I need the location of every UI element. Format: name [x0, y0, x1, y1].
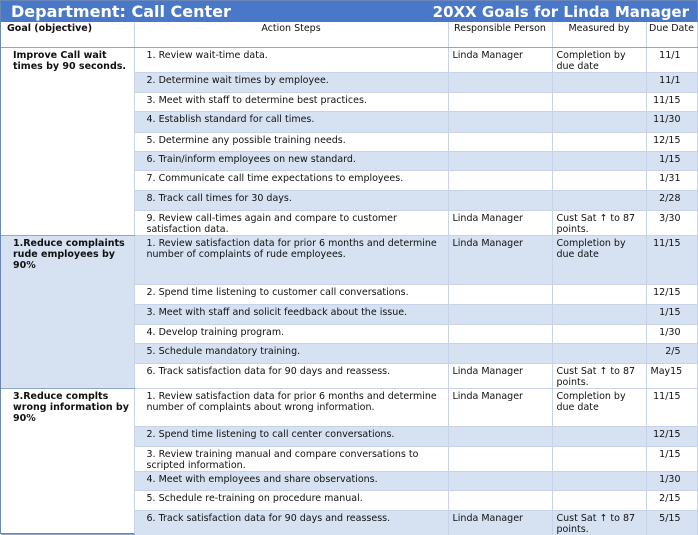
due-date-cell: 2/28: [646, 190, 697, 210]
action-cell: 6. Train/inform employees on new standard.: [134, 151, 448, 170]
action-cell: 4. Establish standard for call times.: [134, 111, 448, 132]
goal-cell: 1.Reduce complaints rude employees by 90%: [1, 235, 134, 388]
action-cell: 1. Review satisfaction data for prior 6 months and determine number of complaints about wrong information.: [134, 388, 448, 426]
measured-cell: [552, 151, 646, 170]
measured-cell: [552, 324, 646, 343]
measured-cell: [552, 72, 646, 92]
action-cell: 5. Schedule re-training on procedure manual.: [134, 490, 448, 510]
action-cell: 9. Review call-times again and compare to customer satisfaction data.: [134, 210, 448, 235]
measured-cell: [552, 490, 646, 510]
action-cell: 7. Communicate call time expectations to employees.: [134, 170, 448, 190]
measured-cell: [552, 343, 646, 363]
due-date-cell: 3/30: [646, 210, 697, 235]
goal-cell: Improve Call wait times by 90 seconds.: [1, 47, 134, 235]
col-header-goal: Goal (objective): [1, 22, 134, 47]
measured-cell: Completion by due date: [552, 388, 646, 426]
responsible-cell: [448, 284, 552, 304]
responsible-cell: [448, 304, 552, 324]
responsible-cell: [448, 111, 552, 132]
action-cell: 4. Develop training program.: [134, 324, 448, 343]
responsible-cell: [448, 343, 552, 363]
responsible-cell: Linda Manager: [448, 510, 552, 535]
measured-cell: [552, 190, 646, 210]
responsible-cell: [448, 151, 552, 170]
action-cell: 2. Spend time listening to customer call conversations.: [134, 284, 448, 304]
action-cell: 2. Determine wait times by employee.: [134, 72, 448, 92]
action-cell: 6. Track satisfaction data for 90 days and reassess.: [134, 363, 448, 388]
goal-cell: 3.Reduce complts wrong information by 90%: [1, 388, 134, 535]
due-date-cell: 1/31: [646, 170, 697, 190]
responsible-cell: [448, 426, 552, 446]
due-date-cell: 12/15: [646, 426, 697, 446]
responsible-cell: Linda Manager: [448, 363, 552, 388]
responsible-cell: [448, 446, 552, 471]
measured-cell: Completion by due date: [552, 235, 646, 284]
due-date-cell: 11/15: [646, 235, 697, 284]
due-date-cell: 11/15: [646, 388, 697, 426]
responsible-cell: [448, 190, 552, 210]
due-date-cell: 5/15: [646, 510, 697, 535]
due-date-cell: 12/15: [646, 132, 697, 151]
table-row: [1, 235, 697, 284]
responsible-cell: Linda Manager: [448, 210, 552, 235]
measured-cell: [552, 304, 646, 324]
title-banner: [1, 1, 697, 22]
col-header-responsible: Responsible Person: [448, 22, 552, 47]
measured-cell: [552, 446, 646, 471]
action-cell: 4. Meet with employees and share observations.: [134, 471, 448, 490]
col-header-action: Action Steps: [134, 22, 448, 47]
goals-body: [1, 47, 697, 535]
due-date-cell: 1/30: [646, 471, 697, 490]
action-cell: 3. Meet with staff and solicit feedback about the issue.: [134, 304, 448, 324]
due-date-cell: 1/30: [646, 324, 697, 343]
col-header-measured: Measured by: [552, 22, 646, 47]
action-cell: 3. Meet with staff to determine best practices.: [134, 92, 448, 111]
action-cell: 6. Track satisfaction data for 90 days and reassess.: [134, 510, 448, 535]
measured-cell: [552, 111, 646, 132]
measured-cell: Cust Sat ↑ to 87 points.: [552, 210, 646, 235]
col-header-due: Due Date: [646, 22, 697, 47]
due-date-cell: May15: [646, 363, 697, 388]
responsible-cell: Linda Manager: [448, 47, 552, 72]
due-date-cell: 2/5: [646, 343, 697, 363]
table-row: [1, 47, 697, 72]
action-cell: 2. Spend time listening to call center conversations.: [134, 426, 448, 446]
department-title: Department: Call Center: [11, 2, 231, 21]
due-date-cell: 2/15: [646, 490, 697, 510]
measured-cell: Cust Sat ↑ to 87 points.: [552, 363, 646, 388]
measured-cell: Completion by due date: [552, 47, 646, 72]
due-date-cell: 1/15: [646, 304, 697, 324]
due-date-cell: 11/30: [646, 111, 697, 132]
header-row: [1, 22, 697, 47]
measured-cell: [552, 284, 646, 304]
due-date-cell: 1/15: [646, 151, 697, 170]
responsible-cell: [448, 324, 552, 343]
measured-cell: [552, 92, 646, 111]
table-row: [1, 388, 697, 426]
responsible-cell: [448, 92, 552, 111]
due-date-cell: 11/1: [646, 72, 697, 92]
due-date-cell: 1/15: [646, 446, 697, 471]
responsible-cell: Linda Manager: [448, 388, 552, 426]
measured-cell: Cust Sat ↑ to 87 points.: [552, 510, 646, 535]
due-date-cell: 11/15: [646, 92, 697, 111]
due-date-cell: 12/15: [646, 284, 697, 304]
responsible-cell: [448, 490, 552, 510]
measured-cell: [552, 132, 646, 151]
goals-table: [1, 22, 698, 535]
responsible-cell: [448, 471, 552, 490]
action-cell: 3. Review training manual and compare conversations to scripted information.: [134, 446, 448, 471]
action-cell: 5. Determine any possible training needs.: [134, 132, 448, 151]
action-cell: 1. Review wait-time data.: [134, 47, 448, 72]
action-cell: 8. Track call times for 30 days.: [134, 190, 448, 210]
measured-cell: [552, 426, 646, 446]
responsible-cell: Linda Manager: [448, 235, 552, 284]
action-cell: 5. Schedule mandatory training.: [134, 343, 448, 363]
responsible-cell: [448, 170, 552, 190]
goals-title: 20XX Goals for Linda Manager: [432, 2, 689, 21]
measured-cell: [552, 170, 646, 190]
responsible-cell: [448, 132, 552, 151]
action-cell: 1. Review satisfaction data for prior 6 months and determine number of complaints of rude employees.: [134, 235, 448, 284]
responsible-cell: [448, 72, 552, 92]
due-date-cell: 11/1: [646, 47, 697, 72]
measured-cell: [552, 471, 646, 490]
